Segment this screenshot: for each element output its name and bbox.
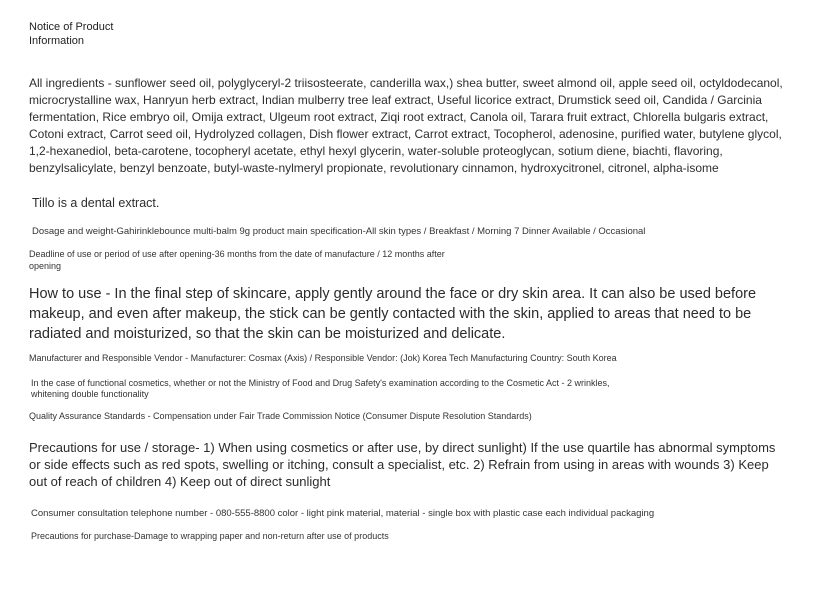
functional-cosmetics-text: In the case of functional cosmetics, whether or not the Ministry of Food and Drug Safety's examination according to the Cosmetic Act - 2 wrinkles, whitening double functionality: [31, 378, 610, 399]
tillo-note: Tillo is a dental extract.: [32, 196, 160, 210]
quality-assurance-text: Quality Assurance Standards - Compensation under Fair Trade Commission Notice (Consumer Dispute Resolution Standards): [29, 411, 532, 421]
ingredients-text: All ingredients - sunflower seed oil, polyglyceryl-2 triisosteerate, canderilla wax,) shea butter, sweet almond oil, apple seed oil, octyldodecanol, microcrystalline wax, Hanryun herb extract, Indian mulberry tree leaf extract, Useful licorice extract, Drumstick seed oil, Candida / Garcinia fermentation, Rice embryo oil, Omija extract, Ulgeum root extract, Ziqi root extract, Canola oil, Tarara fruit extract, Chlorella bulgaris extract, Cotoni extract, Carrot seed oil, Hydrolyzed collagen, Dish flower extract, Carrot extract, Tocopherol, adenosine, purified water, butylene glycol, 1,2-hexanediol, beta-carotene, tocopheryl acetate, ethyl hexyl glycerin, water-soluble proteoglycan, sotium diene, biachti, flavoring, benzylsalicylate, benzyl benzoate, butyl-waste-nylmeryl propionate, revolutionary cinnamon, hydroxycitronel, citronel, alpha-isome: [29, 76, 783, 175]
consultation-text: Consumer consultation telephone number - 080-555-8800 color - light pink material, material - single box with plastic case each individual packaging: [31, 508, 655, 519]
page-title: Notice of Product Information: [29, 21, 114, 47]
how-to-use-text: How to use - In the final step of skincare, apply gently around the face or dry skin area. It can also be used before makeup, and even after makeup, the stick can be gently contacted with the skin, applied to areas that need to be radiated and moisturized, so that the skin can be moisturized and delicate.: [29, 286, 757, 342]
manufacturer-text: Manufacturer and Responsible Vendor - Manufacturer: Cosmax (Axis) / Responsible Vendor: (Jok) Korea Tech Manufacturing Country: South Korea: [29, 353, 617, 363]
deadline-text: Deadline of use or period of use after opening-36 months from the date of manufacture / 12 months after opening: [29, 249, 445, 271]
precautions-text: Precautions for use / storage- 1) When using cosmetics or after use, by direct sunlight) If the use quartile has abnormal symptoms or side effects such as red spots, swelling or itching, consult a specialist, etc. 2) Refrain from using in areas with wounds 3) Keep out of reach of children 4) Keep out of direct sunlight: [29, 440, 776, 489]
dosage-text: Dosage and weight-Gahirinklebounce multi-balm 9g product main specification-All skin types / Breakfast / Morning 7 Dinner Available / Occasional: [32, 226, 646, 237]
purchase-precautions-text: Precautions for purchase-Damage to wrapping paper and non-return after use of products: [31, 531, 389, 541]
